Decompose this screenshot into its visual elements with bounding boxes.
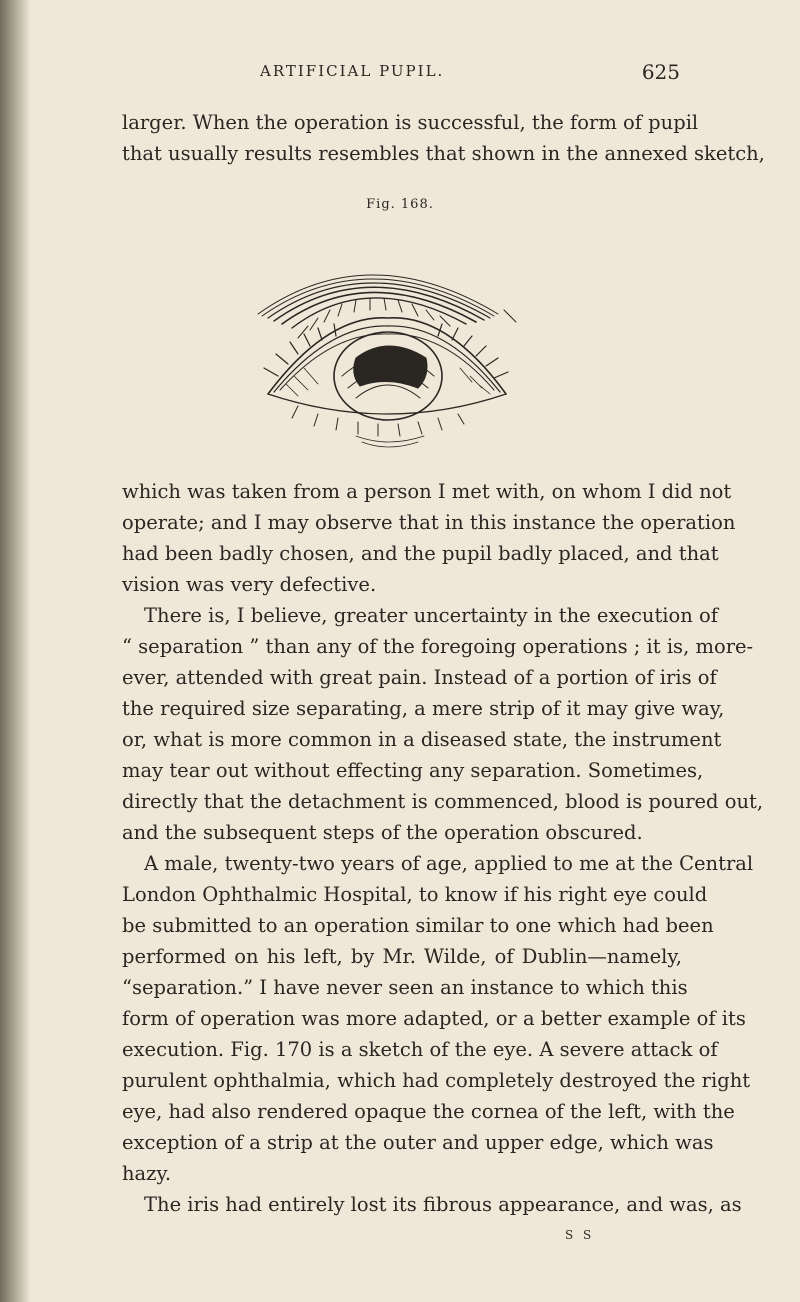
text-line: exception of a strip at the outer and upper edge, which was bbox=[122, 1131, 714, 1154]
page-number: 625 bbox=[641, 60, 680, 84]
text-line: had been badly chosen, and the pupil badly placed, and that bbox=[122, 542, 719, 565]
text-line: may tear out without effecting any separation. Sometimes, bbox=[122, 759, 704, 782]
text-line: which was taken from a person I met with, on whom I did not bbox=[122, 480, 732, 503]
text-line: operate; and I may observe that in this instance the operation bbox=[122, 511, 736, 534]
text-line: be submitted to an operation similar to one which had been bbox=[122, 914, 714, 937]
text-line: that usually results resembles that shown in the annexed sketch, bbox=[122, 142, 765, 165]
signature-mark: S S bbox=[565, 1228, 595, 1242]
text-line: “ separation ” than any of the foregoing operations ; it is, more- bbox=[122, 635, 754, 658]
text-line: form of operation was more adapted, or a better example of its bbox=[122, 1007, 746, 1030]
text-line: eye, had also rendered opaque the cornea of the left, with the bbox=[122, 1100, 735, 1123]
figure-caption: Fig. 168. bbox=[366, 197, 434, 212]
page-edge-shadow bbox=[0, 0, 30, 1302]
text-line: the required size separating, a mere strip of it may give way, bbox=[122, 697, 725, 720]
page-header bbox=[120, 60, 680, 88]
running-title: ARTIFICIAL PUPIL. bbox=[260, 62, 445, 80]
text-line: execution. Fig. 170 is a sketch of the eye. A severe attack of bbox=[122, 1038, 718, 1061]
body-text bbox=[122, 476, 764, 1220]
text-line: or, what is more common in a diseased state, the instrument bbox=[122, 728, 722, 751]
eye-sketch-icon bbox=[238, 226, 538, 456]
text-line: A male, twenty-two years of age, applied to me at the Central bbox=[144, 852, 754, 875]
text-line: directly that the detachment is commenced, blood is poured out, bbox=[122, 790, 764, 813]
text-line: hazy. bbox=[122, 1162, 172, 1185]
text-line: vision was very defective. bbox=[122, 573, 377, 596]
text-line: London Ophthalmic Hospital, to know if his right eye could bbox=[122, 883, 708, 906]
text-line: performed on his left, by Mr. Wilde, of Dublin—namely, bbox=[122, 945, 682, 968]
text-line: There is, I believe, greater uncertainty in the execution of bbox=[144, 604, 718, 627]
text-line: larger. When the operation is successful, the form of pupil bbox=[122, 111, 699, 134]
text-line: The iris had entirely lost its fibrous appearance, and was, as bbox=[144, 1193, 742, 1216]
text-line: ever, attended with great pain. Instead of a portion of iris of bbox=[122, 666, 717, 689]
text-line: and the subsequent steps of the operation obscured. bbox=[122, 821, 643, 844]
eye-sketch-figure bbox=[238, 226, 538, 456]
text-line: “separation.” I have never seen an instance to which this bbox=[122, 976, 688, 999]
text-line: purulent ophthalmia, which had completely destroyed the right bbox=[122, 1069, 751, 1092]
paragraph-top bbox=[122, 107, 765, 169]
